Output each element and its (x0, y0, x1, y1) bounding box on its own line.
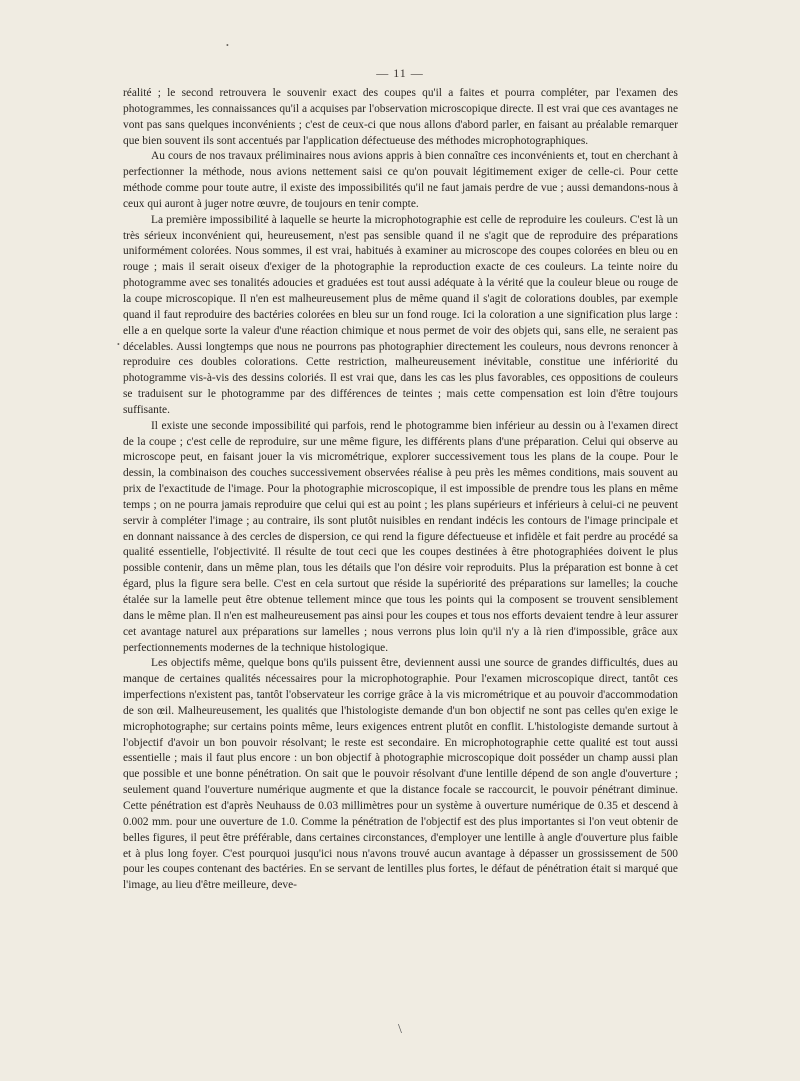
page-number: — 11 — (376, 66, 424, 80)
body-text (123, 86, 678, 894)
ink-speck-left: • (117, 340, 120, 349)
paragraph-5: Les objectifs même, quelque bons qu'ils puissent être, deviennent aussi une source de grandes difficultés, dues au manque de certaines qualités nécessaires pour la microphotographie. Pour l'examen microscopique direct, tantôt ces imperfections n'existent pas, tantôt l'observateur les corrige grâce à la vis micrométrique et au pouvoir d'accommodation de son œil. Malheureusement, les qualités que l'histologiste demande d'un bon objectif ne sont pas celles qu'en exige le microphotographe; sur certains points même, leurs exigences entrent plutôt en conflit. L'histologiste demande surtout à l'objectif d'avoir un bon pouvoir résolvant; le reste est secondaire. En microphotographie cette qualité est tout aussi essentielle ; mais il faut plus encore : un bon objectif à photographie microscopique doit posséder un champ aussi plan que possible et une bonne pénétration. On sait que le pouvoir résolvant d'une lentille dépend de son angle d'ouverture ; seulement quand l'ouverture numérique augmente et que la distance focale se raccourcit, le pouvoir pénétrant diminue. Cette pénétration est d'après Neuhauss de 0.03 millimètres pour un système à ouverture numérique de 0.35 et descend à 0.002 mm. pour une ouverture de 1.0. Comme la pénétration de l'objectif est des plus importantes si l'on veut obtenir de belles figures, il peut être préférable, dans certaines circonstances, d'employer une lentille à angle d'ouverture plus faible et à plus long foyer. C'est pourquoi jusqu'ici nous n'avons trouvé aucun avantage à dépasser un grossissement de 500 pour les coupes contenant des bactéries. En se servant de lentilles plus fortes, le défaut de pénétration était si marqué que l'image, au lieu d'être meilleure, deve- (123, 657, 678, 892)
paragraph-3: La première impossibilité à laquelle se heurte la microphotographie est celle de reproduire les couleurs. C'est là un très sérieux inconvénient qui, heureusement, n'est pas sensible quand il ne s'agit que de reproduire des préparations uniformément colorées. Nous sommes, il est vrai, habitués à examiner au microscope des coupes colorées en bleu ou en rouge ; mais il serait oiseux d'exiger de la photographie la reproduction exacte de ces couleurs. La teinte noire du photogramme avec ses tonalités adoucies et graduées est tout aussi adéquate à la vérité que la couleur bleue ou rouge de la coupe microscopique. Il n'en est malheureusement plus de même quand il s'agit de colorations doubles, par exemple quand il faut reproduire des bactéries colorées en bleu sur un fond rouge. Ici la coloration a une signification plus large : elle a en quelque sorte la valeur d'une réaction chimique et nous permet de voir des objets qui, sans elle, ne seraient pas décelables. Aussi longtemps que nous ne pourrons pas photographier directement les couleurs, nous devrons renoncer à reproduire ces doubles colorations. Cette restriction, malheureusement inévitable, constitue une infériorité du photogramme vis-à-vis des dessins coloriés. Il est vrai que, dans les cas les plus favorables, ces oppositions de couleurs se traduisent sur le photogramme par des différences de teintes ; mais cette compensation est loin d'être toujours suffisante. (123, 213, 678, 416)
pencil-mark-bottom: \ (398, 1022, 402, 1037)
paragraph-2: Au cours de nos travaux préliminaires nous avions appris à bien connaître ces inconvénients et, tout en cherchant à perfectionner la méthode, nous avions nettement saisi ce qu'on pouvait légitimement exiger de celle-ci. Pour cette méthode comme pour toute autre, il existe des impossibilités qu'il ne faut jamais perdre de vue ; aussi demandons-nous à ceux qui auront à juger notre œuvre, de toujours en tenir compte. (123, 150, 678, 210)
paragraph-4: Il existe une seconde impossibilité qui parfois, rend le photogramme bien inférieur au dessin ou à l'examen direct de la coupe ; c'est celle de reproduire, sur une même figure, les différents plans d'une préparation. Celui qui observe au microscope peut, en faisant jouer la vis micrométrique, explorer successivement tous les plans de la coupe. Pour le dessin, la combinaison des couches successivement observées réalise à peu près les mêmes conditions, mais souvent au prix de l'exactitude de l'image. Pour la photographie microscopique, il est impossible de prendre tous les plans en même temps ; on ne pourra jamais reproduire que celui qui est au point ; les plans supérieurs et inférieurs à celui-ci ne peuvent servir à compléter l'image ; au contraire, ils sont plutôt nuisibles en rendant indécis les contours de l'image principale et en donnant naissance à des cercles de dispersion, ce qui rend la figure défectueuse et infidèle et fait perdre au procédé sa qualité essentielle, l'objectivité. Il résulte de tout ceci que les coupes destinées à être photographiées doivent le plus possible contenir, dans un même plan, tous les détails que l'on désire voir reproduits. Plus la préparation est bonne à cet égard, plus la figure sera belle. C'est en cela surtout que réside la supériorité des préparations sur lamelles; la couche étalée sur la lamelle peut être obtenue tellement mince que tous les points qui la composent se trouvent sensiblement dans le même plan. Il n'en est malheureusement pas ainsi pour les coupes et tous nos efforts devaient tendre à leur assurer cet avantage naturel aux préparations sur lamelles ; nous verrons plus loin qu'il n'y a là rien d'impossible, grâce aux perfectionnements modernes de la technique histologique. (123, 419, 678, 654)
paragraph-1: réalité ; le second retrouvera le souvenir exact des coupes qu'il a faites et pourra compléter, par l'examen des photogrammes, les connaissances qu'il a acquises par l'observation microscopique directe. Il est vrai que ces avantages ne vont pas sans quelques inconvénients ; c'est de ceux-ci que nous allons d'abord parler, en faisant au préalable remarquer que bien souvent ils sont accentués par l'application défectueuse des méthodes microphotographiques. (123, 87, 678, 147)
ink-speck-top: • (226, 41, 229, 50)
